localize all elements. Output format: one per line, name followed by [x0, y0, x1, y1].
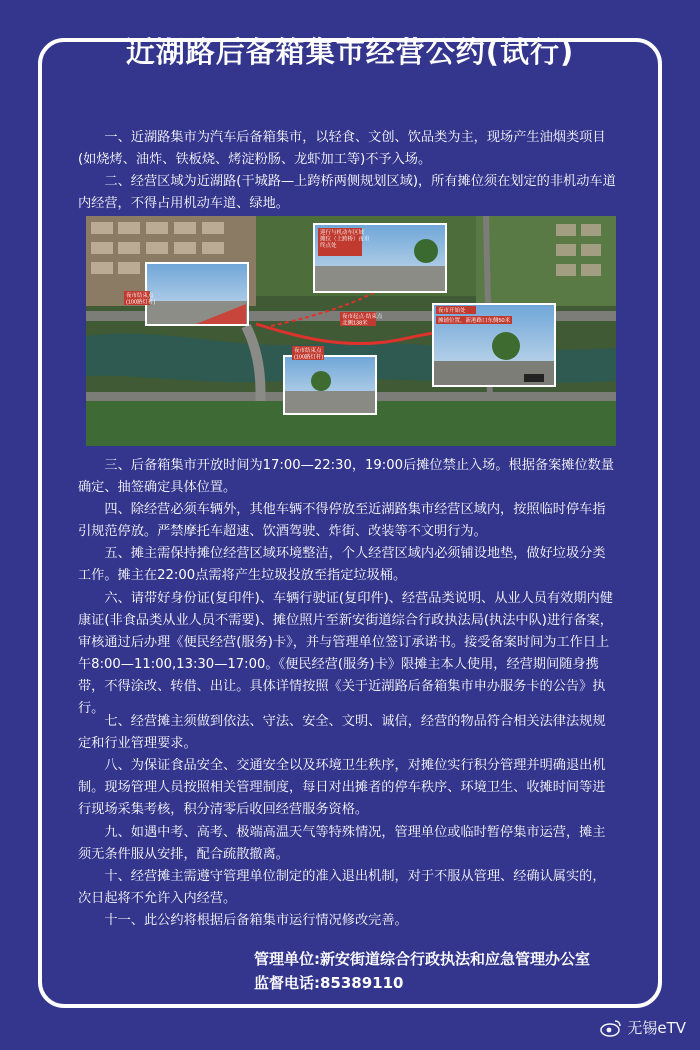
- supervision-phone: 监督电话:85389110: [254, 974, 404, 992]
- notice-title: 近湖路后备箱集市经营公约(试行): [125, 35, 575, 69]
- paragraph-5: 五、摊主需保持摊位经营区域环境整洁，个人经营区域内必须铺设地垫，做好垃圾分类工作。摊主在22:00点需将产生垃圾投放至指定垃圾桶。: [78, 546, 606, 583]
- paragraph-3: 三、后备箱集市开放时间为17:00—22:30，19:00后摊位禁止入场。根据备案摊位数量确定、抽签确定具体位置。: [78, 458, 615, 495]
- map-label: 夜市结束点(100路灯杆): [126, 293, 156, 306]
- market-area-map: [86, 216, 616, 446]
- paragraph-8: 八、为保证食品安全、交通安全以及环境卫生秩序，对摊位实行积分管理并明确退出机制。现场管理人员按照相关管理制度，每日对出摊者的停车秩序、环境卫生、收摊时间等进行现场采集考核，积分清零后收回经营服务资格。: [78, 758, 606, 817]
- map-label: 迎行与机动车区域摊位（上跨桥）夜市终点处: [320, 230, 370, 249]
- paragraph-11: 十一、此公约将根据后备箱集市运行情况修改完善。: [104, 913, 408, 928]
- map-label: 夜市开始处: [438, 308, 466, 314]
- map-label: 夜市结束点(100路灯杆): [294, 348, 324, 361]
- paragraph-4: 四、除经营必须车辆外，其他车辆不得停放至近湖路集市经营区域内，按照临时停车指引规范停放。严禁摩托车超速、饮酒驾驶、炸街、改装等不文明行为。: [78, 502, 606, 539]
- aerial-map-image: [86, 216, 616, 446]
- map-label: 夜市起点·结束点北侧138米: [342, 314, 383, 327]
- paragraph-10: 十、经营摊主需遵守管理单位制定的准入退出机制，对于不服从管理、经确认属实的，次日起将不允许入内经营。: [78, 869, 606, 906]
- photo-inset-4: [284, 356, 376, 414]
- paragraph-1: 一、近湖路集市为汽车后备箱集市，以轻食、文创、饮品类为主，现场产生油烟类项目(如烧烤、油炸、铁板烧、烤淀粉肠、龙虾加工等)不予入场。: [78, 130, 606, 167]
- management-unit: 管理单位:新安街道综合行政执法和应急管理办公室: [254, 950, 591, 968]
- paragraph-6: 六、请带好身份证(复印件)、车辆行驶证(复印件)、经营品类说明、从业人员有效期内健康证(非食品类从业人员不需要)、摊位照片至新安街道综合行政执法局(执法中队)进行备案，审核通过后办理《便民经营(服务)卡》，并与管理单位签订承诺书。接受备案时间为工作日上午8:00—11:00,13:30—17:00。《便民经营(服务)卡》限摊主本人使用，经营期间随身携带，不得涂改、转借、出让。具体详情按照《关于近湖路后备箱集市申办服务卡的公告》执行。: [78, 591, 613, 716]
- watermark-text: 无锡eTV: [627, 1019, 686, 1037]
- paragraph-2: 二、经营区域为近湖路(干城路—上跨桥两侧规划区域)，所有摊位须在划定的非机动车道内经营，不得占用机动车道、绿地。: [78, 174, 616, 211]
- watermark: [600, 1017, 686, 1038]
- map-label: 摊铺位置，新港路口东侧50米: [438, 318, 511, 324]
- photo-inset-1: [146, 263, 248, 325]
- weibo-icon: [600, 1019, 622, 1037]
- paragraph-9: 九、如遇中考、高考、极端高温天气等特殊情况，管理单位或临时暂停集市运营，摊主须无条件服从安排，配合疏散撤离。: [78, 825, 606, 862]
- paragraph-7: 七、经营摊主须做到依法、守法、安全、文明、诚信，经营的物品符合相关法律法规规定和行业管理要求。: [78, 714, 606, 751]
